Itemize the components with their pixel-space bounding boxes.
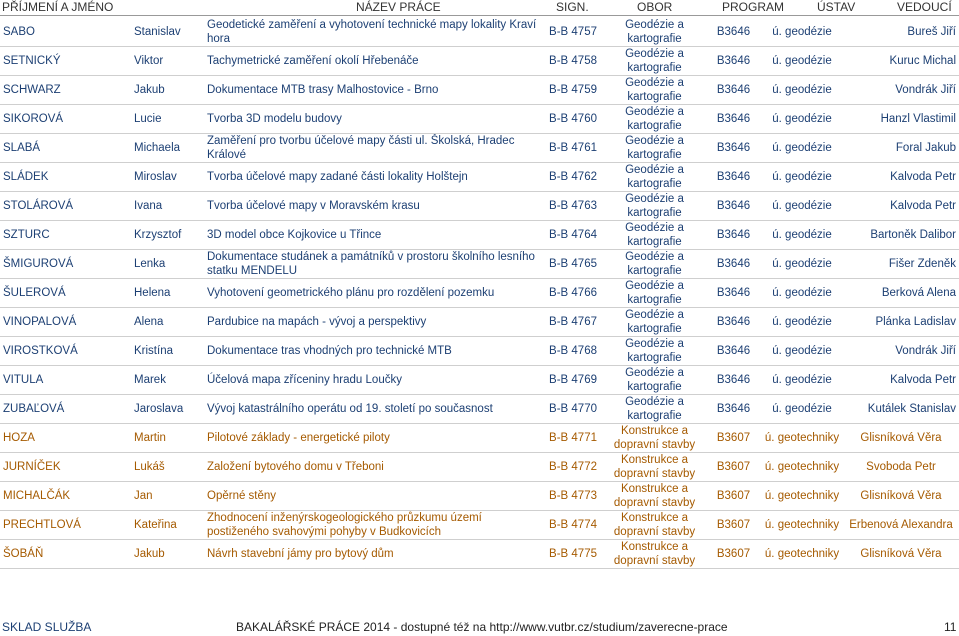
cell-topic: Dokumentace tras vhodných pro technické MTB bbox=[207, 345, 452, 357]
cell-surname: STOLÁROVÁ bbox=[3, 200, 74, 212]
cell-sign: B-B 4767 bbox=[549, 316, 597, 328]
cell-ved: Glisníková Věra bbox=[860, 490, 942, 502]
cell-ustav: ú. geodézie bbox=[772, 171, 832, 183]
cell-surname: SLABÁ bbox=[3, 142, 41, 154]
cell-topic: Dokumentace studánek a památníků v prostoru školního lesního statku MENDELU bbox=[207, 251, 535, 277]
cell-obor: Geodézie a kartografie bbox=[625, 106, 684, 132]
cell-surname: SIKOROVÁ bbox=[3, 113, 64, 125]
cell-surname: SZTURC bbox=[3, 229, 50, 241]
cell-sign: B-B 4772 bbox=[549, 461, 597, 473]
cell-topic: Vyhotovení geometrického plánu pro rozdělení pozemku bbox=[207, 287, 495, 299]
cell-surname: MICHALČÁK bbox=[3, 490, 71, 502]
cell-ustav: ú. geodézie bbox=[772, 316, 832, 328]
cell-sign: B-B 4764 bbox=[549, 229, 597, 241]
cell-surname: SCHWARZ bbox=[3, 84, 61, 96]
cell-obor: Geodézie a kartografie bbox=[625, 19, 684, 45]
cell-topic: 3D model obce Kojkovice u Třince bbox=[207, 229, 382, 241]
cell-ved: Vondrák Jiří bbox=[895, 84, 956, 96]
cell-surname: ŠULEROVÁ bbox=[3, 287, 66, 299]
cell-surname: SABO bbox=[3, 26, 35, 38]
cell-ved: Glisníková Věra bbox=[860, 548, 942, 560]
thesis-table bbox=[0, 18, 959, 569]
table-row bbox=[0, 47, 959, 76]
cell-sign: B-B 4773 bbox=[549, 490, 597, 502]
cell-kod: B3607 bbox=[716, 548, 751, 560]
cell-topic: Geodetické zaměření a vyhotovení technické mapy lokality Kraví hora bbox=[207, 19, 537, 45]
cell-ustav: ú. geodézie bbox=[772, 258, 832, 270]
cell-obor: Geodézie a kartografie bbox=[625, 193, 684, 219]
cell-kod: B3646 bbox=[716, 113, 751, 125]
cell-first: Jaroslava bbox=[134, 403, 184, 415]
cell-ved: Kalvoda Petr bbox=[890, 374, 956, 386]
table-row bbox=[0, 511, 959, 540]
cell-obor: Geodézie a kartografie bbox=[625, 280, 684, 306]
cell-surname: JURNÍČEK bbox=[3, 461, 61, 473]
cell-ustav: ú. geodézie bbox=[772, 287, 832, 299]
cell-topic: Tvorba účelové mapy v Moravském krasu bbox=[207, 200, 420, 212]
cell-ustav: ú. geodézie bbox=[772, 200, 832, 212]
cell-surname: HOZA bbox=[3, 432, 35, 444]
cell-ustav: ú. geotechniky bbox=[764, 432, 840, 444]
cell-obor: Geodézie a kartografie bbox=[625, 338, 684, 364]
cell-sign: B-B 4760 bbox=[549, 113, 597, 125]
cell-topic: Účelová mapa zříceniny hradu Loučky bbox=[207, 374, 402, 386]
cell-ustav: ú. geodézie bbox=[772, 345, 832, 357]
cell-topic: Pardubice na mapách - vývoj a perspektivy bbox=[207, 316, 427, 328]
cell-first: Jan bbox=[134, 490, 153, 502]
cell-obor: Geodézie a kartografie bbox=[625, 164, 684, 190]
cell-kod: B3607 bbox=[716, 432, 751, 444]
footer-left: SKLAD SLUŽBA bbox=[2, 620, 92, 634]
table-row bbox=[0, 453, 959, 482]
cell-surname: VIROSTKOVÁ bbox=[3, 345, 78, 357]
cell-first: Alena bbox=[134, 316, 164, 328]
cell-first: Helena bbox=[134, 287, 171, 299]
cell-first: Lukáš bbox=[134, 461, 165, 473]
cell-obor: Konstrukce a dopravní stavby bbox=[613, 512, 696, 538]
cell-ustav: ú. geodézie bbox=[772, 374, 832, 386]
cell-topic: Tachymetrické zaměření okolí Hřebenáče bbox=[207, 55, 419, 67]
cell-ustav: ú. geodézie bbox=[772, 142, 832, 154]
cell-kod: B3646 bbox=[716, 55, 751, 67]
cell-first: Lucie bbox=[134, 113, 162, 125]
cell-sign: B-B 4759 bbox=[549, 84, 597, 96]
cell-sign: B-B 4768 bbox=[549, 345, 597, 357]
cell-topic: Tvorba 3D modelu budovy bbox=[207, 113, 342, 125]
cell-ustav: ú. geodézie bbox=[772, 55, 832, 67]
cell-ved: Svoboda Petr bbox=[866, 461, 936, 473]
cell-obor: Geodézie a kartografie bbox=[625, 77, 684, 103]
cell-sign: B-B 4765 bbox=[549, 258, 597, 270]
table-row bbox=[0, 482, 959, 511]
cell-sign: B-B 4766 bbox=[549, 287, 597, 299]
cell-obor: Konstrukce a dopravní stavby bbox=[613, 425, 696, 451]
cell-obor: Geodézie a kartografie bbox=[625, 135, 684, 161]
cell-kod: B3646 bbox=[716, 316, 751, 328]
header-name: PŘÍJMENÍ A JMÉNO bbox=[2, 0, 114, 14]
table-header bbox=[0, 0, 959, 16]
cell-sign: B-B 4771 bbox=[549, 432, 597, 444]
cell-first: Ivana bbox=[134, 200, 163, 212]
table-row bbox=[0, 279, 959, 308]
table-row bbox=[0, 76, 959, 105]
cell-topic: Zhodnocení inženýrskogeologického průzkumu území postiženého svahovými pohyby v Budkovicích bbox=[207, 512, 482, 538]
page-number: 11 bbox=[944, 620, 957, 634]
header-topic: NÁZEV PRÁCE bbox=[356, 0, 441, 14]
cell-kod: B3646 bbox=[716, 171, 751, 183]
cell-kod: B3646 bbox=[716, 374, 751, 386]
cell-obor: Geodézie a kartografie bbox=[625, 222, 684, 248]
cell-topic: Pilotové základy - energetické piloty bbox=[207, 432, 390, 444]
cell-surname: ŠOBÁŇ bbox=[3, 548, 44, 560]
cell-sign: B-B 4763 bbox=[549, 200, 597, 212]
cell-ved: Fišer Zdeněk bbox=[888, 258, 956, 270]
cell-ustav: ú. geotechniky bbox=[764, 490, 840, 502]
cell-obor: Geodézie a kartografie bbox=[625, 396, 684, 422]
header-vedouci: VEDOUCÍ bbox=[897, 0, 952, 14]
table-row bbox=[0, 540, 959, 569]
cell-ustav: ú. geotechniky bbox=[764, 461, 840, 473]
cell-kod: B3646 bbox=[716, 142, 751, 154]
cell-sign: B-B 4769 bbox=[549, 374, 597, 386]
cell-sign: B-B 4775 bbox=[549, 548, 597, 560]
cell-surname: VINOPALOVÁ bbox=[3, 316, 77, 328]
header-program: PROGRAM bbox=[722, 0, 785, 14]
cell-sign: B-B 4761 bbox=[549, 142, 597, 154]
cell-obor: Geodézie a kartografie bbox=[625, 367, 684, 393]
cell-first: Stanislav bbox=[134, 26, 181, 38]
cell-sign: B-B 4770 bbox=[549, 403, 597, 415]
cell-kod: B3646 bbox=[716, 84, 751, 96]
cell-ved: Bartoněk Dalibor bbox=[870, 229, 956, 241]
cell-surname: ŠMIGUROVÁ bbox=[3, 258, 74, 270]
cell-topic: Návrh stavební jámy pro bytový dům bbox=[207, 548, 394, 560]
table-row bbox=[0, 424, 959, 453]
cell-ved: Vondrák Jiří bbox=[895, 345, 956, 357]
cell-surname: SLÁDEK bbox=[3, 171, 49, 183]
cell-obor: Geodézie a kartografie bbox=[625, 251, 684, 277]
table-row bbox=[0, 163, 959, 192]
cell-first: Viktor bbox=[134, 55, 164, 67]
table-row bbox=[0, 366, 959, 395]
cell-first: Kristína bbox=[134, 345, 173, 357]
cell-ved: Erbenová Alexandra bbox=[849, 519, 953, 531]
cell-kod: B3607 bbox=[716, 519, 751, 531]
cell-ustav: ú. geodézie bbox=[772, 403, 832, 415]
table-row bbox=[0, 105, 959, 134]
header-obor: OBOR bbox=[637, 0, 673, 14]
cell-obor: Konstrukce a dopravní stavby bbox=[613, 454, 696, 480]
cell-topic: Opěrné stěny bbox=[207, 490, 277, 502]
cell-ustav: ú. geodézie bbox=[772, 113, 832, 125]
cell-ved: Bureš Jiří bbox=[907, 26, 956, 38]
cell-ustav: ú. geotechniky bbox=[764, 548, 840, 560]
cell-ustav: ú. geodézie bbox=[772, 84, 832, 96]
cell-ved: Plánka Ladislav bbox=[875, 316, 956, 328]
cell-topic: Vývoj katastrálního operátu od 19. století po současnost bbox=[207, 403, 493, 415]
cell-topic: Dokumentace MTB trasy Malhostovice - Brno bbox=[207, 84, 439, 96]
cell-kod: B3646 bbox=[716, 403, 751, 415]
cell-ved: Foral Jakub bbox=[895, 142, 956, 154]
cell-obor: Konstrukce a dopravní stavby bbox=[613, 483, 696, 509]
cell-ved: Kuruc Michal bbox=[889, 55, 956, 67]
cell-first: Miroslav bbox=[134, 171, 177, 183]
cell-surname: ZUBAĽOVÁ bbox=[3, 403, 65, 415]
cell-first: Krzysztof bbox=[134, 229, 182, 241]
cell-ustav: ú. geodézie bbox=[772, 26, 832, 38]
cell-first: Lenka bbox=[134, 258, 166, 270]
cell-obor: Konstrukce a dopravní stavby bbox=[613, 541, 696, 567]
cell-ved: Kutálek Stanislav bbox=[867, 403, 956, 415]
cell-kod: B3646 bbox=[716, 345, 751, 357]
table-row bbox=[0, 18, 959, 47]
cell-sign: B-B 4757 bbox=[549, 26, 597, 38]
header-ustav: ÚSTAV bbox=[817, 0, 856, 14]
cell-topic: Zaměření pro tvorbu účelové mapy části ul. Školská, Hradec Králové bbox=[207, 135, 515, 161]
cell-ustav: ú. geodézie bbox=[772, 229, 832, 241]
cell-ved: Glisníková Věra bbox=[860, 432, 942, 444]
cell-kod: B3646 bbox=[716, 229, 751, 241]
cell-obor: Geodézie a kartografie bbox=[625, 48, 684, 74]
table-row bbox=[0, 337, 959, 366]
cell-surname: SETNICKÝ bbox=[3, 55, 61, 67]
cell-kod: B3646 bbox=[716, 287, 751, 299]
cell-topic: Tvorba účelové mapy zadané části lokality Holštejn bbox=[207, 171, 468, 183]
table-row bbox=[0, 395, 959, 424]
cell-first: Michaela bbox=[134, 142, 181, 154]
cell-sign: B-B 4774 bbox=[549, 519, 597, 531]
cell-ustav: ú. geotechniky bbox=[764, 519, 840, 531]
cell-first: Marek bbox=[134, 374, 166, 386]
table-row bbox=[0, 134, 959, 163]
cell-ved: Kalvoda Petr bbox=[890, 200, 956, 212]
cell-topic: Založení bytového domu v Třeboni bbox=[207, 461, 384, 473]
cell-sign: B-B 4758 bbox=[549, 55, 597, 67]
cell-kod: B3646 bbox=[716, 200, 751, 212]
cell-kod: B3607 bbox=[716, 461, 751, 473]
table-row bbox=[0, 192, 959, 221]
cell-surname: VITULA bbox=[3, 374, 44, 386]
cell-ved: Berková Alena bbox=[881, 287, 956, 299]
footer-center: BAKALÁŘSKÉ PRÁCE 2014 - dostupné též na http://www.vutbr.cz/studium/zaverecne-prace bbox=[236, 620, 728, 634]
cell-obor: Geodézie a kartografie bbox=[625, 309, 684, 335]
cell-surname: PRECHTLOVÁ bbox=[3, 519, 81, 531]
cell-first: Kateřina bbox=[134, 519, 177, 531]
cell-ved: Hanzl Vlastimil bbox=[880, 113, 956, 125]
header-sign: SIGN. bbox=[556, 0, 589, 14]
cell-kod: B3607 bbox=[716, 490, 751, 502]
table-row bbox=[0, 250, 959, 279]
cell-first: Jakub bbox=[134, 84, 165, 96]
cell-sign: B-B 4762 bbox=[549, 171, 597, 183]
table-row bbox=[0, 221, 959, 250]
table-row bbox=[0, 308, 959, 337]
cell-kod: B3646 bbox=[716, 26, 751, 38]
cell-first: Jakub bbox=[134, 548, 165, 560]
cell-kod: B3646 bbox=[716, 258, 751, 270]
cell-ved: Kalvoda Petr bbox=[890, 171, 956, 183]
cell-first: Martin bbox=[134, 432, 166, 444]
